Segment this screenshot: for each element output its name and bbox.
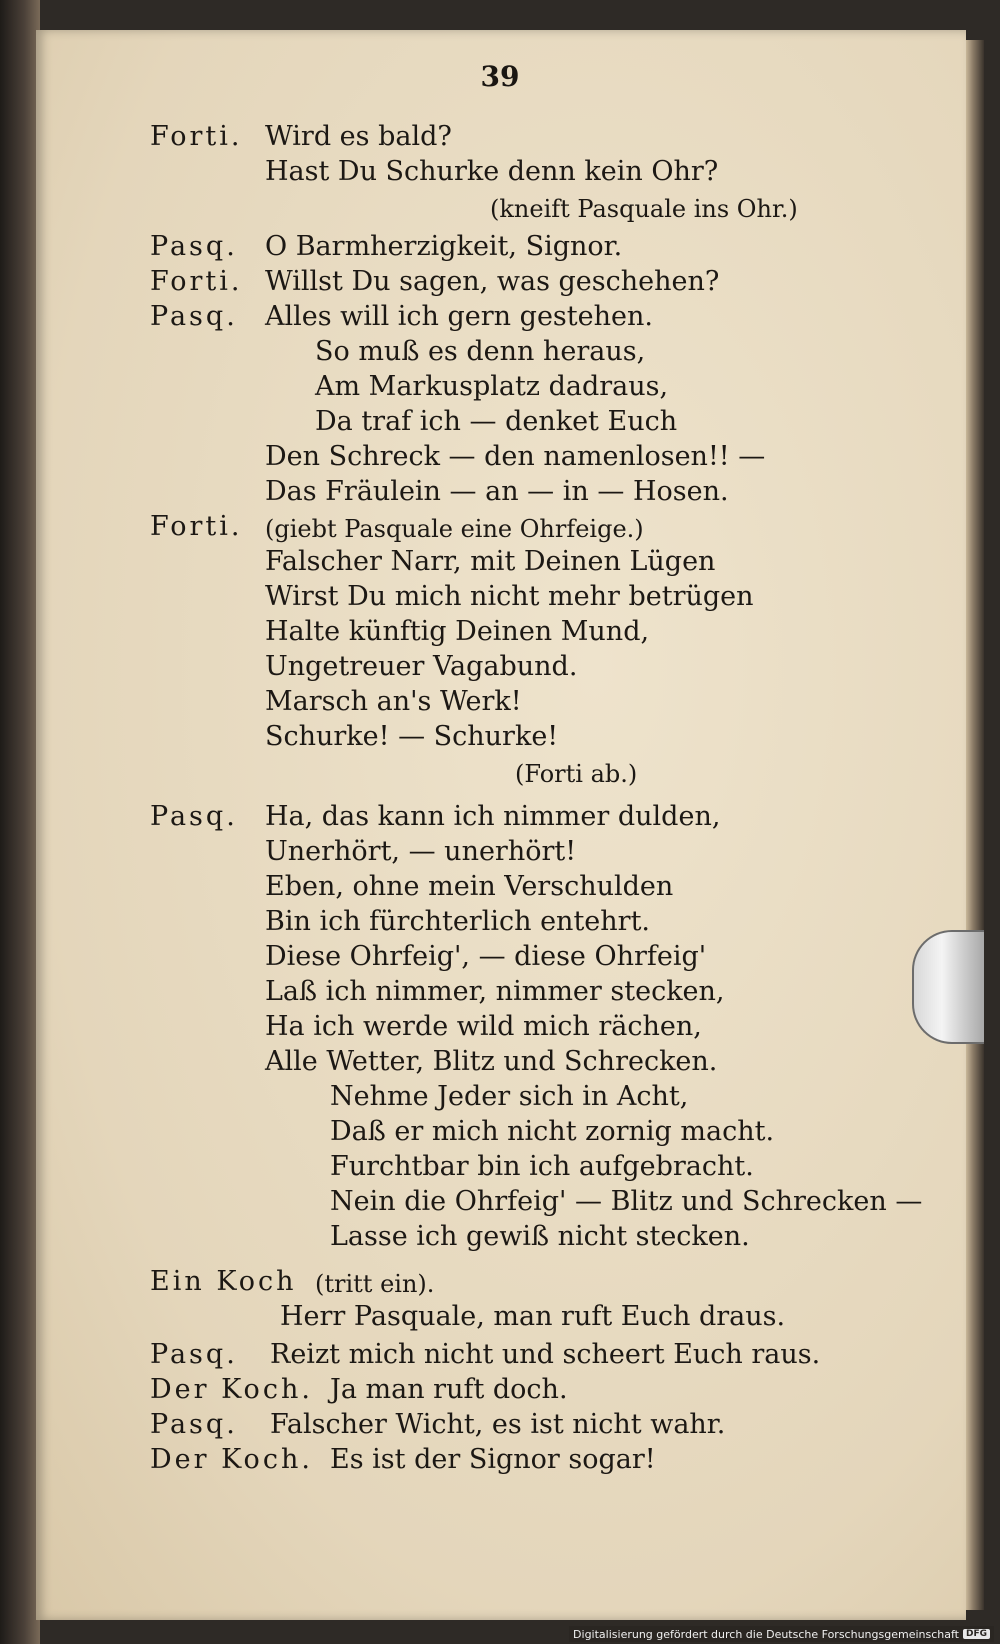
stage-direction: (kneift Pasquale ins Ohr.) (490, 195, 798, 223)
speaker-label: Forti. (150, 121, 243, 152)
verse-line: Nein die Ohrfeig' — Blitz und Schrecken — (330, 1186, 923, 1217)
speaker-label: Pasq. (150, 1409, 238, 1440)
verse-line: Ja man ruft doch. (330, 1374, 568, 1405)
verse-line: Reizt mich nicht und scheert Euch raus. (270, 1339, 821, 1370)
verse-line: Alle Wetter, Blitz und Schrecken. (265, 1046, 718, 1077)
page-number: 39 (480, 60, 520, 93)
verse-line: Hast Du Schurke denn kein Ohr? (265, 156, 719, 187)
verse-line: Laß ich nimmer, nimmer stecken, (265, 976, 725, 1007)
verse-line: Ungetreuer Vagabund. (265, 651, 578, 682)
stage-direction: (tritt ein). (315, 1270, 435, 1298)
speaker-label: Pasq. (150, 1339, 238, 1370)
speaker-label: Forti. (150, 266, 243, 297)
book-spine (0, 0, 40, 1644)
speaker-label: Pasq. (150, 801, 238, 832)
verse-line: Lasse ich gewiß nicht stecken. (330, 1221, 750, 1252)
verse-line: Halte künftig Deinen Mund, (265, 616, 650, 647)
speaker-label: Forti. (150, 511, 243, 542)
verse-line: Alles will ich gern gestehen. (265, 301, 653, 332)
verse-line: Wird es bald? (265, 121, 452, 152)
verse-line: Falscher Narr, mit Deinen Lügen (265, 546, 716, 577)
verse-line: Diese Ohrfeig', — diese Ohrfeig' (265, 941, 707, 972)
speaker-label: Ein Koch (150, 1266, 297, 1297)
speaker-label: Pasq. (150, 231, 238, 262)
verse-line: Den Schreck — den namenlosen!! — (265, 441, 766, 472)
verse-line: Marsch an's Werk! (265, 686, 522, 717)
verse-line: Eben, ohne mein Verschulden (265, 871, 674, 902)
stage-direction: (Forti ab.) (515, 760, 638, 788)
verse-line: Unerhört, — unerhört! (265, 836, 577, 867)
verse-line: So muß es denn heraus, (315, 336, 646, 367)
speaker-label: Der Koch. (150, 1444, 313, 1475)
footer-text: Digitalisierung gefördert durch die Deutsche Forschungsgemeinschaft (573, 1627, 959, 1641)
verse-line: O Barmherzigkeit, Signor. (265, 231, 623, 262)
clip-tab (912, 930, 984, 1044)
verse-line: Furchtbar bin ich aufgebracht. (330, 1151, 754, 1182)
verse-line: Es ist der Signor sogar! (330, 1444, 656, 1475)
digitization-footer (569, 1626, 994, 1642)
verse-line: Nehme Jeder sich in Acht, (330, 1081, 689, 1112)
verse-line: Falscher Wicht, es ist nicht wahr. (270, 1409, 726, 1440)
verse-line: Daß er mich nicht zornig macht. (330, 1116, 775, 1147)
speaker-label: Pasq. (150, 301, 238, 332)
verse-line: Da traf ich — denket Euch (315, 406, 678, 437)
verse-line: Wirst Du mich nicht mehr betrügen (265, 581, 754, 612)
dfg-logo: DFG (963, 1629, 990, 1639)
verse-line: Schurke! — Schurke! (265, 721, 559, 752)
verse-line: Herr Pasquale, man ruft Euch draus. (280, 1301, 786, 1332)
stage-direction: (giebt Pasquale eine Ohrfeige.) (265, 515, 644, 543)
verse-line: Willst Du sagen, was geschehen? (265, 266, 720, 297)
speaker-label: Der Koch. (150, 1374, 313, 1405)
verse-line: Ha ich werde wild mich rächen, (265, 1011, 702, 1042)
verse-line: Bin ich fürchterlich entehrt. (265, 906, 651, 937)
verse-line: Ha, das kann ich nimmer dulden, (265, 801, 721, 832)
verse-line: Das Fräulein — an — in — Hosen. (265, 476, 729, 507)
verse-line: Am Markusplatz dadraus, (315, 371, 669, 402)
page-edge (966, 40, 984, 1610)
